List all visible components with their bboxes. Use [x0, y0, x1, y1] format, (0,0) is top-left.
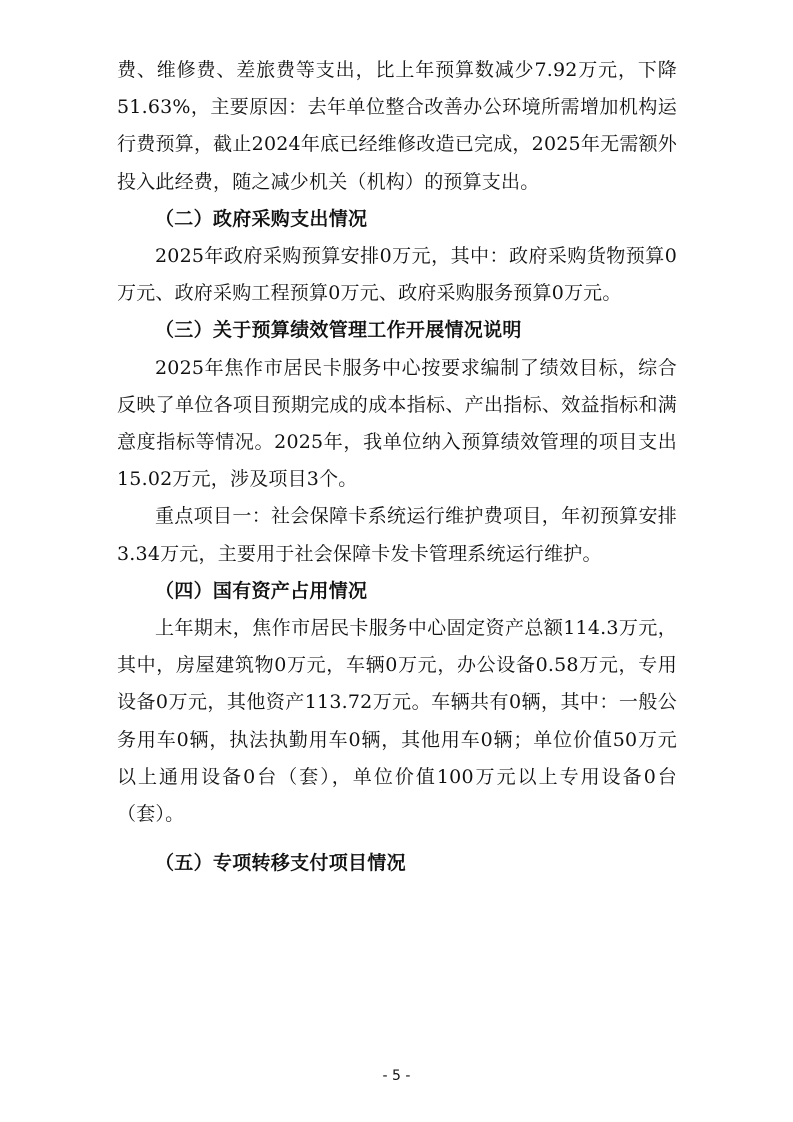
- heading-government-procurement: （二）政府采购支出情况: [155, 207, 368, 230]
- heading-state-assets: （四）国有资产占用情况: [155, 579, 368, 602]
- page-number: - 5 -: [382, 1068, 411, 1084]
- paragraph-state-assets: 上年期末，焦作市居民卡服务中心固定资产总额114.3万元，其中，房屋建筑物0万元，车辆0万元，办公设备0.58万元，专用设备0万元，其他资产113.72万元。车辆共有0辆，其中：一般公务用车0辆，执法执勤用车0辆，其他用车0辆；单位价值50万元以上通用设备0台（套），单位价值100万元以上专用设备0台（套）。: [117, 617, 677, 826]
- heading-special-transfer-payment: （五）专项转移支付项目情况: [155, 852, 406, 875]
- paragraph-key-project: 重点项目一：社会保障卡系统运行维护费项目，年初预算安排3.34万元，主要用于社会保障卡发卡管理系统运行维护。: [117, 505, 677, 565]
- paragraph-operating-cost: 费、维修费、差旅费等支出，比上年预算数减少7.92万元，下降51.63%，主要原因：去年单位整合改善办公环境所需增加机构运行费预算，截止2024年底已经维修改造已完成，2025年无需额外投入此经费，随之减少机关（机构）的预算支出。: [117, 59, 677, 193]
- section-gap: [117, 833, 677, 845]
- paragraph-performance-management: 2025年焦作市居民卡服务中心按要求编制了绩效目标，综合反映了单位各项目预期完成的成本指标、产出指标、效益指标和满意度指标等情况。2025年，我单位纳入预算绩效管理的项目支出15.02万元，涉及项目3个。: [117, 356, 677, 491]
- heading-performance-management: （三）关于预算绩效管理工作开展情况说明: [155, 319, 522, 342]
- document-body: [117, 52, 677, 882]
- paragraph-government-procurement: 2025年政府采购预算安排0万元，其中：政府采购货物预算0万元、政府采购工程预算0万元、政府采购服务预算0万元。: [117, 245, 677, 305]
